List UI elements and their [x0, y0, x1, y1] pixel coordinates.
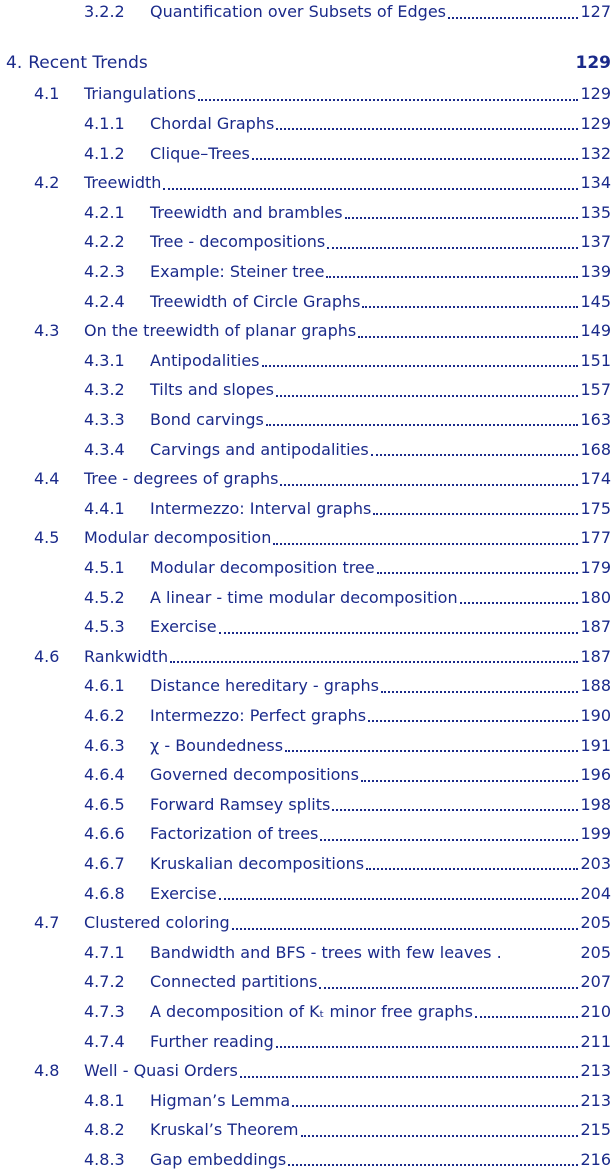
toc-entry[interactable] — [84, 198, 611, 228]
toc-entry-title: Carvings and antipodalities — [150, 439, 369, 459]
toc-entry-title: Kruskal’s Theorem — [150, 1120, 299, 1140]
toc-entry[interactable] — [84, 227, 611, 257]
toc-leader-dots — [276, 109, 578, 139]
toc-leader-dots — [280, 464, 578, 494]
toc-entry[interactable] — [84, 109, 611, 139]
toc-entry-page: 175 — [580, 498, 611, 518]
toc-entry-page: 203 — [580, 854, 611, 874]
toc-entry-page: 216 — [580, 1150, 611, 1170]
toc-entry[interactable] — [84, 760, 611, 790]
toc-entry-page: 129 — [580, 84, 611, 104]
toc-entry[interactable] — [84, 1026, 611, 1056]
toc-entry[interactable] — [84, 1145, 611, 1174]
toc-entry-page: 187 — [580, 617, 611, 637]
toc-entry-title: Bandwidth and BFS - trees with few leaves . — [150, 942, 502, 962]
toc-entry[interactable] — [84, 730, 611, 760]
toc-leader-dots — [448, 0, 578, 27]
toc-entry-title: On the treewidth of planar graphs — [84, 321, 357, 341]
toc-entry-number: 4.8.1 — [84, 1090, 125, 1110]
toc-entry-page: 180 — [580, 587, 611, 607]
toc-entry-page: 191 — [580, 735, 611, 755]
toc-entry[interactable] — [84, 405, 611, 435]
toc-leader-dots — [276, 1026, 579, 1056]
toc-leader-dots — [362, 286, 578, 316]
toc-entry-number: 4.1 — [34, 84, 60, 104]
toc-entry-number: 4.2.1 — [84, 202, 125, 222]
toc-entry-title: Governed decompositions — [150, 765, 359, 785]
toc-entry-page: 129 — [575, 53, 611, 74]
toc-leader-dots — [292, 1086, 578, 1116]
toc-entry-number: 4.2.3 — [84, 262, 125, 282]
toc-entry-number: 4.8.2 — [84, 1120, 125, 1140]
toc-entry-title: A linear - time modular decomposition — [150, 587, 458, 607]
toc-entry[interactable] — [34, 1056, 611, 1086]
toc-leader-dots — [170, 642, 578, 672]
toc-entry-page: 135 — [580, 202, 611, 222]
toc-leader-dots — [198, 79, 579, 109]
toc-entry[interactable] — [84, 612, 611, 642]
toc-leader-dots — [460, 582, 579, 612]
toc-entry-number: 4.1.2 — [84, 143, 125, 163]
toc-leader-dots — [240, 1056, 579, 1086]
toc-entry-page: 179 — [580, 558, 611, 578]
toc-leader-dots — [273, 523, 578, 553]
toc-leader-dots — [301, 1115, 579, 1145]
toc-leader-dots — [373, 494, 578, 524]
toc-entry-number: 4.6 — [34, 646, 60, 666]
toc-entry[interactable] — [84, 1086, 611, 1116]
toc-entry-title: Quantification over Subsets of Edges — [150, 2, 447, 22]
toc-entry-title: Well - Quasi Orders — [84, 1061, 238, 1081]
toc-entry-page: 187 — [580, 646, 611, 666]
toc-entry[interactable] — [34, 464, 611, 494]
toc-entry-number: 4.6.3 — [84, 735, 125, 755]
toc-entry-number: 4.4.1 — [84, 498, 125, 518]
toc-leader-dots — [332, 790, 578, 820]
toc-entry-title: Connected partitions — [150, 972, 318, 992]
toc-entry-number: 4.7 — [34, 913, 60, 933]
toc-entry-title: Intermezzo: Perfect graphs — [150, 706, 367, 726]
toc-entry[interactable] — [6, 49, 611, 79]
toc-entry-title: Intermezzo: Interval graphs — [150, 498, 372, 518]
toc-entry-number: 3.2.2 — [84, 2, 125, 22]
toc-entry[interactable] — [84, 582, 611, 612]
toc-entry-number: 4.2.4 — [84, 291, 125, 311]
toc-entry-title: Factorization of trees — [150, 824, 319, 844]
toc-entry-page: 211 — [580, 1031, 611, 1051]
toc-leader-dots — [319, 967, 578, 997]
toc-entry[interactable] — [84, 997, 611, 1027]
toc-entry[interactable] — [84, 967, 611, 997]
toc-entry-page: 174 — [580, 469, 611, 489]
toc-entry-title: A decomposition of Kₜ minor free graphs — [150, 1002, 473, 1022]
toc-entry-title: Triangulations — [84, 84, 196, 104]
toc-leader-dots — [219, 878, 579, 908]
toc-entry[interactable] — [84, 375, 611, 405]
toc-entry-number: 4.3 — [34, 321, 60, 341]
toc-leader-dots — [358, 316, 578, 346]
toc-entry-number: 4.6.5 — [84, 794, 125, 814]
toc-leader-dots — [371, 434, 579, 464]
toc-leader-dots — [320, 819, 578, 849]
toc-leader-dots — [361, 760, 579, 790]
toc-entry-title: Treewidth — [84, 173, 162, 193]
toc-entry-page: 177 — [580, 528, 611, 548]
toc-entry[interactable] — [84, 257, 611, 287]
toc-leader-dots — [381, 671, 579, 701]
toc-entry-page: 204 — [580, 883, 611, 903]
toc-entry[interactable] — [84, 819, 611, 849]
toc-entry-title: Recent Trends — [28, 53, 148, 74]
toc-entry-number: 4.6.8 — [84, 883, 125, 903]
toc-entry[interactable] — [84, 701, 611, 731]
toc-entry-title: Treewidth and brambles — [150, 202, 343, 222]
toc-entry[interactable] — [34, 523, 611, 553]
toc-entry-page: 151 — [580, 350, 611, 370]
toc-entry[interactable] — [84, 434, 611, 464]
toc-entry-page: 205 — [580, 942, 611, 962]
toc-entry-number: 4.5.2 — [84, 587, 125, 607]
toc-entry-number: 4.6.7 — [84, 854, 125, 874]
toc-leader-dots — [345, 198, 579, 228]
toc-leader-dots — [285, 730, 578, 760]
toc-entry[interactable] — [84, 494, 611, 524]
toc-entry-number: 4.3.1 — [84, 350, 125, 370]
toc-leader-dots — [475, 997, 579, 1027]
toc-leader-dots — [288, 1145, 578, 1174]
toc-entry[interactable] — [84, 671, 611, 701]
toc-leader-dots — [377, 553, 579, 583]
toc-entry-title: Tree - decompositions — [150, 232, 326, 252]
toc-leader-dots — [219, 612, 579, 642]
toc-entry-page: 199 — [580, 824, 611, 844]
toc-entry-title: Kruskalian decompositions — [150, 854, 365, 874]
toc-entry-number: 4.7.1 — [84, 942, 125, 962]
toc-entry[interactable] — [84, 938, 611, 968]
toc-entry-number: 4.5.3 — [84, 617, 125, 637]
toc-entry[interactable] — [34, 79, 611, 109]
toc-entry-number: 4.6.4 — [84, 765, 125, 785]
toc-entry-title: Exercise — [150, 883, 217, 903]
toc-entry-number: 4.3.2 — [84, 380, 125, 400]
toc-entry-page: 196 — [580, 765, 611, 785]
toc-entry-number: 4. — [6, 53, 23, 74]
toc-leader-dots — [326, 257, 578, 287]
toc-entry-page: 145 — [580, 291, 611, 311]
toc-entry-page: 210 — [580, 1002, 611, 1022]
toc-entry-page: 198 — [580, 794, 611, 814]
toc-entry-number: 4.3.3 — [84, 410, 125, 430]
toc-entry-title: Forward Ramsey splits — [150, 794, 331, 814]
toc-entry-title: Bond carvings — [150, 410, 264, 430]
toc-entry-number: 4.8.3 — [84, 1150, 125, 1170]
toc-entry-page: 139 — [580, 262, 611, 282]
toc-entry-page: 149 — [580, 321, 611, 341]
toc-entry-title: Clustered coloring — [84, 913, 230, 933]
toc-entry-number: 4.5 — [34, 528, 60, 548]
toc-leader-dots — [266, 405, 579, 435]
toc-entry-title: χ - Boundedness — [150, 735, 284, 755]
toc-entry-number: 4.7.3 — [84, 1002, 125, 1022]
toc-entry-page: 157 — [580, 380, 611, 400]
toc-leader-dots — [232, 908, 579, 938]
toc-entry[interactable] — [84, 1115, 611, 1145]
toc-entry-number: 4.6.1 — [84, 676, 125, 696]
toc-entry-title: Higman’s Lemma — [150, 1090, 291, 1110]
toc-entry-number: 4.3.4 — [84, 439, 125, 459]
toc-entry-title: Chordal Graphs — [150, 114, 275, 134]
toc-entry-title: Modular decomposition — [84, 528, 272, 548]
toc-entry-page: 213 — [580, 1090, 611, 1110]
toc-entry-number: 4.7.4 — [84, 1031, 125, 1051]
toc-entry-number: 4.7.2 — [84, 972, 125, 992]
toc-entry[interactable] — [34, 168, 611, 198]
toc-entry-page: 213 — [580, 1061, 611, 1081]
toc-entry-title: Distance hereditary - graphs — [150, 676, 379, 696]
toc-entry-title: Modular decomposition tree — [150, 558, 375, 578]
toc-leader-dots — [366, 849, 578, 879]
toc-leader-dots — [252, 138, 579, 168]
toc-entry-number: 4.6.2 — [84, 706, 125, 726]
toc-entry[interactable] — [34, 908, 611, 938]
toc-entry-number: 4.5.1 — [84, 558, 125, 578]
toc-entry[interactable] — [84, 346, 611, 376]
toc-entry-page: 205 — [580, 913, 611, 933]
toc-entry-page: 132 — [580, 143, 611, 163]
toc-entry[interactable] — [84, 553, 611, 583]
toc-entry[interactable] — [34, 642, 611, 672]
toc-entry-number: 4.6.6 — [84, 824, 125, 844]
toc-leader-dots — [262, 346, 579, 376]
toc-entry-page: 134 — [580, 173, 611, 193]
toc-entry[interactable] — [84, 0, 611, 27]
toc-entry-title: Tilts and slopes — [150, 380, 274, 400]
toc-entry-page: 127 — [580, 2, 611, 22]
toc-entry-page: 207 — [580, 972, 611, 992]
toc-entry-title: Clique–Trees — [150, 143, 250, 163]
toc-entry[interactable] — [34, 316, 611, 346]
toc-entry-page: 190 — [580, 706, 611, 726]
toc-entry-page: 215 — [580, 1120, 611, 1140]
toc-entry-number: 4.4 — [34, 469, 60, 489]
toc-entry-page: 129 — [580, 114, 611, 134]
toc-entry-page: 163 — [580, 410, 611, 430]
toc-entry-title: Tree - degrees of graphs — [84, 469, 279, 489]
toc-entry-number: 4.2 — [34, 173, 60, 193]
toc-entry[interactable] — [84, 790, 611, 820]
toc-entry-page: 168 — [580, 439, 611, 459]
toc-entry[interactable] — [84, 286, 611, 316]
toc-entry-title: Exercise — [150, 617, 217, 637]
toc-entry-title: Further reading — [150, 1031, 274, 1051]
toc-entry-title: Antipodalities — [150, 350, 260, 370]
toc-entry[interactable] — [84, 138, 611, 168]
toc-entry[interactable] — [84, 849, 611, 879]
toc-entry-number: 4.8 — [34, 1061, 60, 1081]
toc-entry-title: Treewidth of Circle Graphs — [150, 291, 361, 311]
toc-entry-number: 4.1.1 — [84, 114, 125, 134]
toc-entry[interactable] — [84, 878, 611, 908]
toc-entry-page: 137 — [580, 232, 611, 252]
toc-leader-dots — [368, 701, 578, 731]
toc-leader-dots — [276, 375, 578, 405]
toc-entry-title: Gap embeddings — [150, 1150, 287, 1170]
toc-entry-title: Example: Steiner tree — [150, 262, 325, 282]
toc-entry-number: 4.2.2 — [84, 232, 125, 252]
toc-leader-dots — [163, 168, 578, 198]
toc-entry-page: 188 — [580, 676, 611, 696]
toc-entry-title: Rankwidth — [84, 646, 169, 666]
toc-leader-dots — [327, 227, 578, 257]
